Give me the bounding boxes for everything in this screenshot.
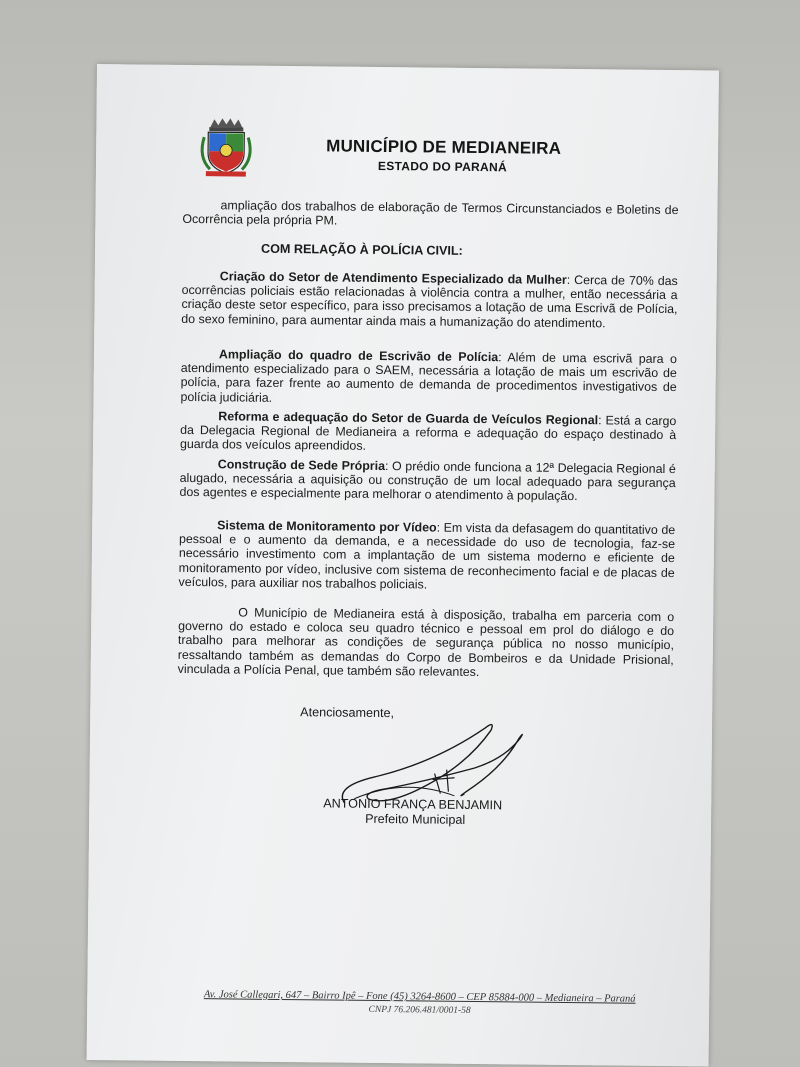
item-title: Criação do Setor de Atendimento Especializado da Mulher	[219, 269, 567, 287]
item-paragraph-5	[179, 518, 676, 594]
signer-name: ANTONIO FRANÇA BENJAMIN	[323, 796, 503, 813]
item-text: : Além de uma escrivã para o atendimento especializado para o SAEM, necessária a lotação de mais um escrivão de polícia, para fazer frente ao aumento de demanda de procedimentos investigativos de polícia judiciária.	[180, 350, 678, 405]
footer-address: Av. José Callegari, 647 – Bairro Ipê – Fone (45) 3264-8600 – CEP 85884-000 – Medianeira – Paraná	[203, 989, 636, 1005]
municipal-coat-of-arms-icon	[196, 117, 257, 180]
signer-role: Prefeito Municipal	[365, 811, 466, 827]
item-title: Construção de Sede Própria	[217, 457, 386, 474]
item-title: Sistema de Monitoramento por Vídeo	[217, 518, 437, 535]
section-heading: COM RELAÇÃO À POLÍCIA CIVIL:	[261, 241, 463, 258]
item-text: : Cerca de 70% das ocorrências policiais estão relacionadas à violência contra a mulher, então necessária a criação deste setor específico, para isso precisamos a lotação de uma Escrivã de Polícia, do sexo feminino, para aumentar ainda mais a humanização do atendimento.	[181, 272, 678, 330]
item-title: Reforma e adequação do Setor de Guarda de Veículos Regional	[218, 409, 599, 428]
item-title: Ampliação do quadro de Escrivão de Polícia	[218, 347, 499, 365]
item-paragraph-4	[179, 457, 675, 505]
item-text: : Está a cargo da Delegacia Regional de Medianeira a reforma e adequação do espaço destinado à guarda dos veículos apreendidos.	[179, 413, 677, 454]
item-text: : Em vista da defasagem do quantitativo de pessoal e o aumento da demanda, e a necessidade do uso de tecnologia, faz-se necessário investimento com a implantação de um sistema moderno e eficiente de monitoramento por vídeo, inclusive com sistema de reconhecimento facial e de placas de veículos, para auxiliar nos trabalhos policiais.	[178, 520, 676, 592]
document-page	[87, 64, 719, 1066]
state-subtitle: ESTADO DO PARANÁ	[377, 158, 508, 175]
item-paragraph-2	[180, 347, 677, 409]
footer-cnpj: CNPJ 76.206.481/0001-58	[368, 1004, 471, 1016]
closing-salutation: Atenciosamente,	[300, 705, 395, 721]
item-paragraph-3	[180, 409, 676, 457]
item-paragraph-1	[181, 269, 678, 331]
conclusion-paragraph: O Município de Medianeira está à disposição, trabalha em parceria com o governo do estado e coloca seu quadro técnico e pessoal em prol do diálogo e do trabalho para melhorar as condições de segurança pública no nosso município, ressaltando também as demandas do Corpo de Bombeiros e da Unidade Prisional, vinculada a Polícia Penal, que também são relevantes.	[177, 605, 675, 679]
item-text: : O prédio onde funciona a 12ª Delegacia Regional é alugado, necessária a aquisição ou construção de um local adequado para segurança dos agentes e especialmente para melhorar o atendimento à população.	[179, 459, 676, 504]
intro-paragraph: ampliação dos trabalhos de elaboração de Termos Circunstanciados e Boletins de Ocorrência pela própria PM.	[182, 198, 679, 228]
municipality-title: MUNICÍPIO DE MEDIANEIRA	[326, 136, 562, 158]
